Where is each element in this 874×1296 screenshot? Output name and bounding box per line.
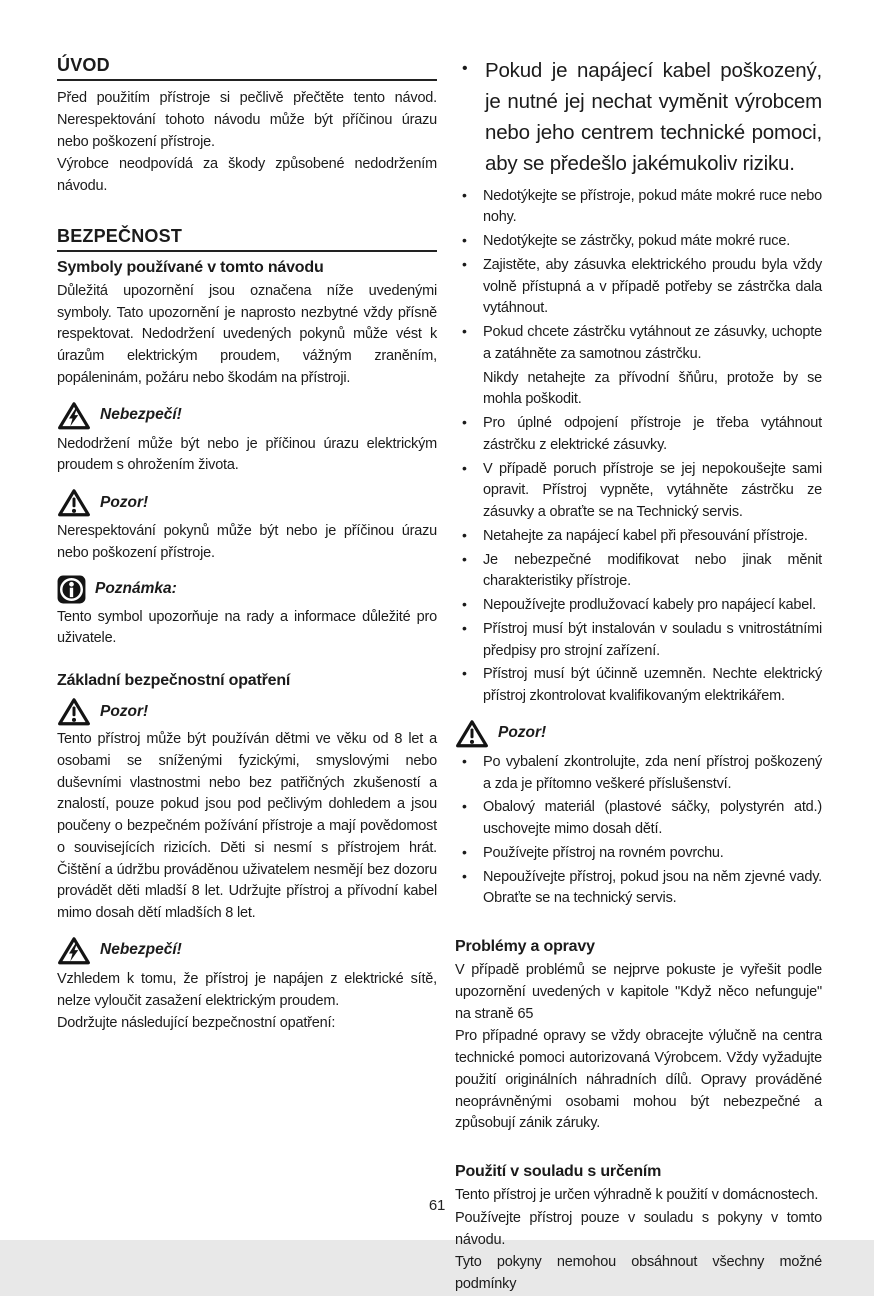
paragraph: Tento přístroj je určen výhradně k použití v domácnostech. [455,1187,819,1204]
caution-header [455,718,822,749]
section-problems [455,938,822,1135]
list-item: • Nepoužívejte přístroj, pokud jsou na něm zjevné vady. Obraťte se na technický servis. [455,867,822,911]
note-info-icon [57,575,86,604]
paragraph: Nedodržení může být nebo je příčinou úrazu elektrickým proudem s ohrožením života. [57,435,437,474]
page-number: 61 [428,1197,446,1214]
list-item-large: • Pokud je napájecí kabel poškozený, je nutné jej nechat vyměnit výrobcem nebo jeho centrem technické pomoci, aby se předešlo jakémukoliv riziku. [455,55,822,180]
subheading-symbols: Symboly používané v tomto návodu [57,258,324,276]
paragraph: Výrobce neodpovídá za škody způsobené nedodržením návodu. [57,156,437,194]
danger-header [57,400,437,431]
left-column [57,55,437,1296]
danger-label: Nebezpečí! [100,406,182,423]
list-item: • Nedotýkejte se přístroje, pokud máte mokré ruce nebo nohy. [455,186,822,230]
paragraph: Tento symbol upozorňuje na rady a informace důležité pro uživatele. [57,608,437,647]
right-column [455,55,822,1296]
list-item: • Přístroj musí být instalován v souladu s vnitrostátními předpisy pro strojní zařízení. [455,619,822,663]
section-heading-uvod: ÚVOD [57,55,437,81]
caution-label: Pozor! [100,702,149,720]
list-item: • Pro úplné odpojení přístroje je třeba vytáhnout zástrčku z elektrické zásuvky. [455,413,822,457]
danger-label: Nebezpečí! [100,941,182,959]
paragraph: Dodržujte následující bezpečnostní opatření: [57,1015,336,1032]
paragraph: Používejte přístroj pouze v souladu s pokyny v tomto návodu. [455,1209,822,1248]
paragraph: Důležitá upozornění jsou označena níže uvedenými symboly. Tato upozornění je naprosto nezbytné vždy přísně respektovat. Nedodržení uvedených pokynů může vést k úrazům elektrickým proudem, vážným zraněním, popáleninám, požáru nebo škodám na přístroji. [57,282,437,386]
list-item: • Zajistěte, aby zásuvka elektrického proudu byla vždy volně přístupná a v případě potřeby se zástrčka dala vytáhnout. [455,255,822,320]
caution-label: Pozor! [498,724,547,742]
list-item: • Netahejte za napájecí kabel při přesouvání přístroje. [455,526,822,548]
note-header [57,575,437,604]
caution-label: Pozor! [100,493,149,511]
section-basic-safety [57,672,437,925]
paragraph-large: Tento přístroj může být používán dětmi ve věku od 8 let a osobami se sníženými fyzickými, smyslovými nebo duševními vlastnostmi nebo bez patřičných zkušeností a znalostí, pouze pokud jsou pod pečlivým dohledem a jsou poučeny o bezpečném požívání přístroje a mají povědomost o souvisejících rizicích. Děti si nesmí s přístrojem hrát. Čištění a údržbu prováděnou uživatelem nesmějí bez dozoru provádět děti mladší 8 let. Udržujte přístroj a přívodní kabel mimo dosah dětí mladších 8 let. [57,731,437,921]
list-item: • Používejte přístroj na rovném povrchu. [455,843,822,865]
list-item: • Je nebezpečné modifikovat nebo jinak měnit charakteristiky přístroje. [455,550,822,594]
danger-triangle-icon [57,400,91,431]
list-item: • Přístroj musí být účinně uzemněn. Nechte elektrický přístroj zkontrolovat kvalifikovaným elektrikářem. [455,664,822,708]
caution-header [57,487,437,518]
subheading-basic-safety: Základní bezpečnostní opatření [57,672,291,689]
paragraph: V případě problémů se nejprve pokuste je vyřešit podle upozornění uvedených v kapitole "Když něco nefunguje" na straně 65 [455,962,822,1022]
list-item: • Nepoužívejte prodlužovací kabely pro napájecí kabel. [455,595,822,617]
section-bezpecnost [57,226,437,390]
danger-triangle-icon [57,935,91,966]
section-heading-bezpecnost: BEZPEČNOST [57,226,437,252]
caution-header [57,696,437,727]
subheading-intended-use: Použití v souladu s určením [455,1163,662,1181]
note-label: Poznámka: [95,580,177,597]
caution-triangle-icon [57,487,91,518]
caution-triangle-icon [57,696,91,727]
list-item: • Pokud chcete zástrčku vytáhnout ze zásuvky, uchopte a zatáhněte za samotnou zástrčku. [455,322,822,366]
list-item: • Po vybalení zkontrolujte, zda není přístroj poškozený a zda je přítomno veškeré příslušenství. [455,752,822,796]
paragraph: Vzhledem k tomu, že přístroj je napájen z elektrické sítě, nelze vyloučit zasažení elektrickým proudem. [57,970,437,1009]
list-item: • Nedotýkejte se zástrčky, pokud máte mokré ruce. [455,231,822,253]
danger-header [57,935,437,966]
paragraph: Před použitím přístroje si pečlivě přečtěte tento návod. Nerespektování tohoto návodu může být příčinou úrazu nebo poškození přístroje. [57,90,437,150]
paragraph: Tyto pokyny nemohou obsáhnout všechny možné podmínky [455,1254,822,1293]
list-item: • Obalový materiál (plastové sáčky, polystyrén atd.) uschovejte mimo dosah dětí. [455,797,822,841]
section-intended-use [455,1163,822,1296]
subheading-problems: Problémy a opravy [455,938,595,956]
section-uvod [57,55,437,198]
caution-triangle-icon [455,718,489,749]
list-item: • V případě poruch přístroje se jej nepokoušejte sami opravit. Přístroj vypněte, vytáhněte zástrčku ze zásuvky a obraťte se na Technický servis. [455,459,822,524]
paragraph: Pro případné opravy se vždy obracejte výlučně na centra technické pomoci autorizovaná Výrobcem. Vždy vyžadujte použití originálních náhradních dílů. Opravy prováděné neoprávněnými osobami mohou být nebezpečné a způsobují zánik záruky. [455,1028,822,1132]
paragraph: Nerespektování pokynů může být nebo je příčinou úrazu nebo poškození přístroje. [57,523,437,561]
list-item-continuation: Nikdy netahejte za přívodní šňůru, protože by se mohla poškodit. [483,369,822,408]
